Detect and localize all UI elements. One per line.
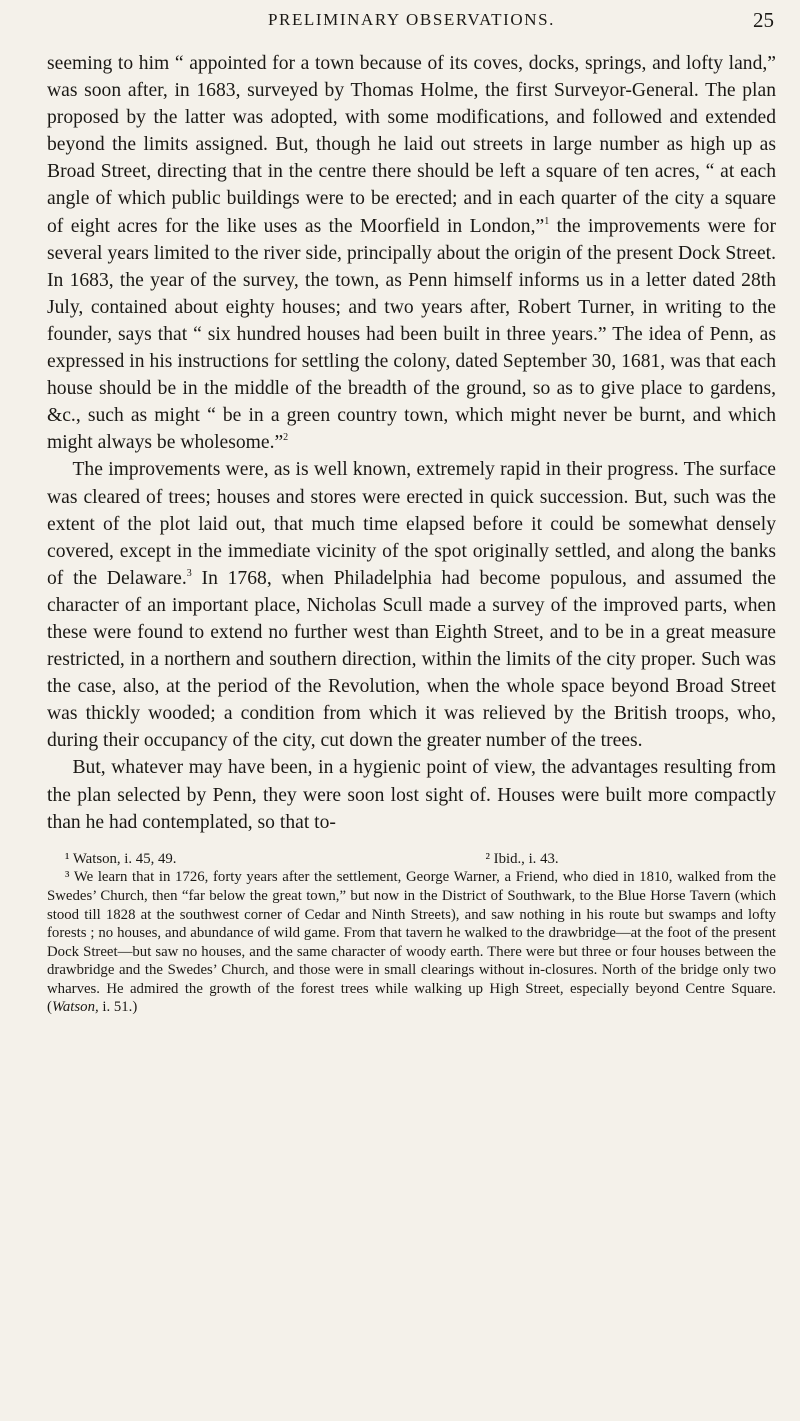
paragraph-1-part-a: seeming to him “ appointed for a town because of its coves, docks, springs, and lofty land,” was soon after, in 1683, surveyed by Thomas Holme, the first Surveyor-General. The plan proposed by the latter was adopted, with some modifications, and followed and extended beyond the limits assigned. But, though he laid out streets in large number as high up as Broad Street, directing that in the centre there should be left a square of ten acres, “ at each angle of which public buildings were to be erected; and in each quarter of the city a square of eight acres for the like uses as the Moorfield in London,”	[47, 53, 776, 237]
running-head	[47, 8, 776, 50]
footnote-3-text: ³ We learn that in 1726, forty years after the settlement, George Warner, a Friend, who died in 1810, walked from the Swedes’ Church, then “far below the great town,” but now in the District of Southwark, to the Blue Horse Tavern (which stood till 1828 at the southwest corner of Cedar and Ninth Streets), and saw nothing in his route but swamps and lofty forests ; no houses, and abundance of wild game. From that tavern he walked to the drawbridge—at the foot of the present Dock Street—but saw no houses, and the same character of woody earth. There were but three or four houses between the drawbridge and the Swedes’ Church, and those were in small clearings without in-closures. North of the bridge only two wharves. He admired the growth of the forest trees while walking up High Street, especially beyond Centre Square. (	[47, 869, 776, 1016]
footnote-1: ¹ Watson, i. 45, 49.	[65, 850, 177, 867]
footnotes	[47, 850, 776, 1017]
footnote-row	[47, 850, 776, 869]
footnote-3-end: i. 51.)	[98, 999, 138, 1016]
footnote-2: ² Ibid., i. 43.	[485, 850, 559, 867]
running-title: PRELIMINARY OBSERVATIONS.	[267, 10, 556, 29]
page-number: 25	[753, 8, 774, 32]
paragraph-2-part-b: In 1768, when Philadelphia had become populous, and assumed the character of an important place, Nicholas Scull made a survey of the improved parts, when these were found to extend no further west than Eighth Street, and to be in a great measure restricted, in a northern and southern direction, within the limits of the city proper. Such was the case, also, at the period of the Revolution, when the whole space beyond Broad Street was thickly wooded; a condition from which it was relieved by the British troops, who, during their occupancy of the city, cut down the greater number of the trees.	[47, 567, 776, 752]
paragraph-1	[47, 50, 776, 456]
paragraph-2-part-a: The improvements were, as is well known, extremely rapid in their progress. The surface was cleared of trees; houses and stores were erected in quick succession. But, such was the extent of the plot laid out, that much time elapsed before it could be somewhat densely covered, except in the immediate vicinity of the spot originally settled, and along the banks of the Delaware.	[47, 459, 776, 589]
paragraph-2	[47, 456, 776, 754]
paragraph-1-part-b: the improvements were for several years limited to the river side, principally about the origin of the present Dock Street. In 1683, the year of the survey, the town, as Penn himself informs us in a letter dated 28th July, contained about eighty houses; and two years after, Robert Turner, in writing to the founder, says that “ six hundred houses had been built in three years.” The idea of Penn, as expressed in his instructions for settling the colony, dated September 30, 1681, was that each house should be in the middle of the breadth of the ground, so as to give place to gardens, &c., such as might “ be in a green country town, which might never be burnt, and which might always be wholesome.”	[47, 215, 776, 454]
footnote-ref-1: 1	[544, 215, 550, 227]
footnote-3-citation: Watson,	[51, 999, 99, 1016]
footnote-ref-3: 3	[186, 567, 192, 579]
paragraph-3: But, whatever may have been, in a hygienic point of view, the advantages resulting from the plan selected by Penn, they were soon lost sight of. Houses were built more compactly than he had contemplated, so that to-	[47, 757, 776, 833]
footnote-ref-2: 2	[283, 432, 289, 444]
footnote-3	[47, 868, 776, 1017]
body-text	[47, 50, 776, 836]
